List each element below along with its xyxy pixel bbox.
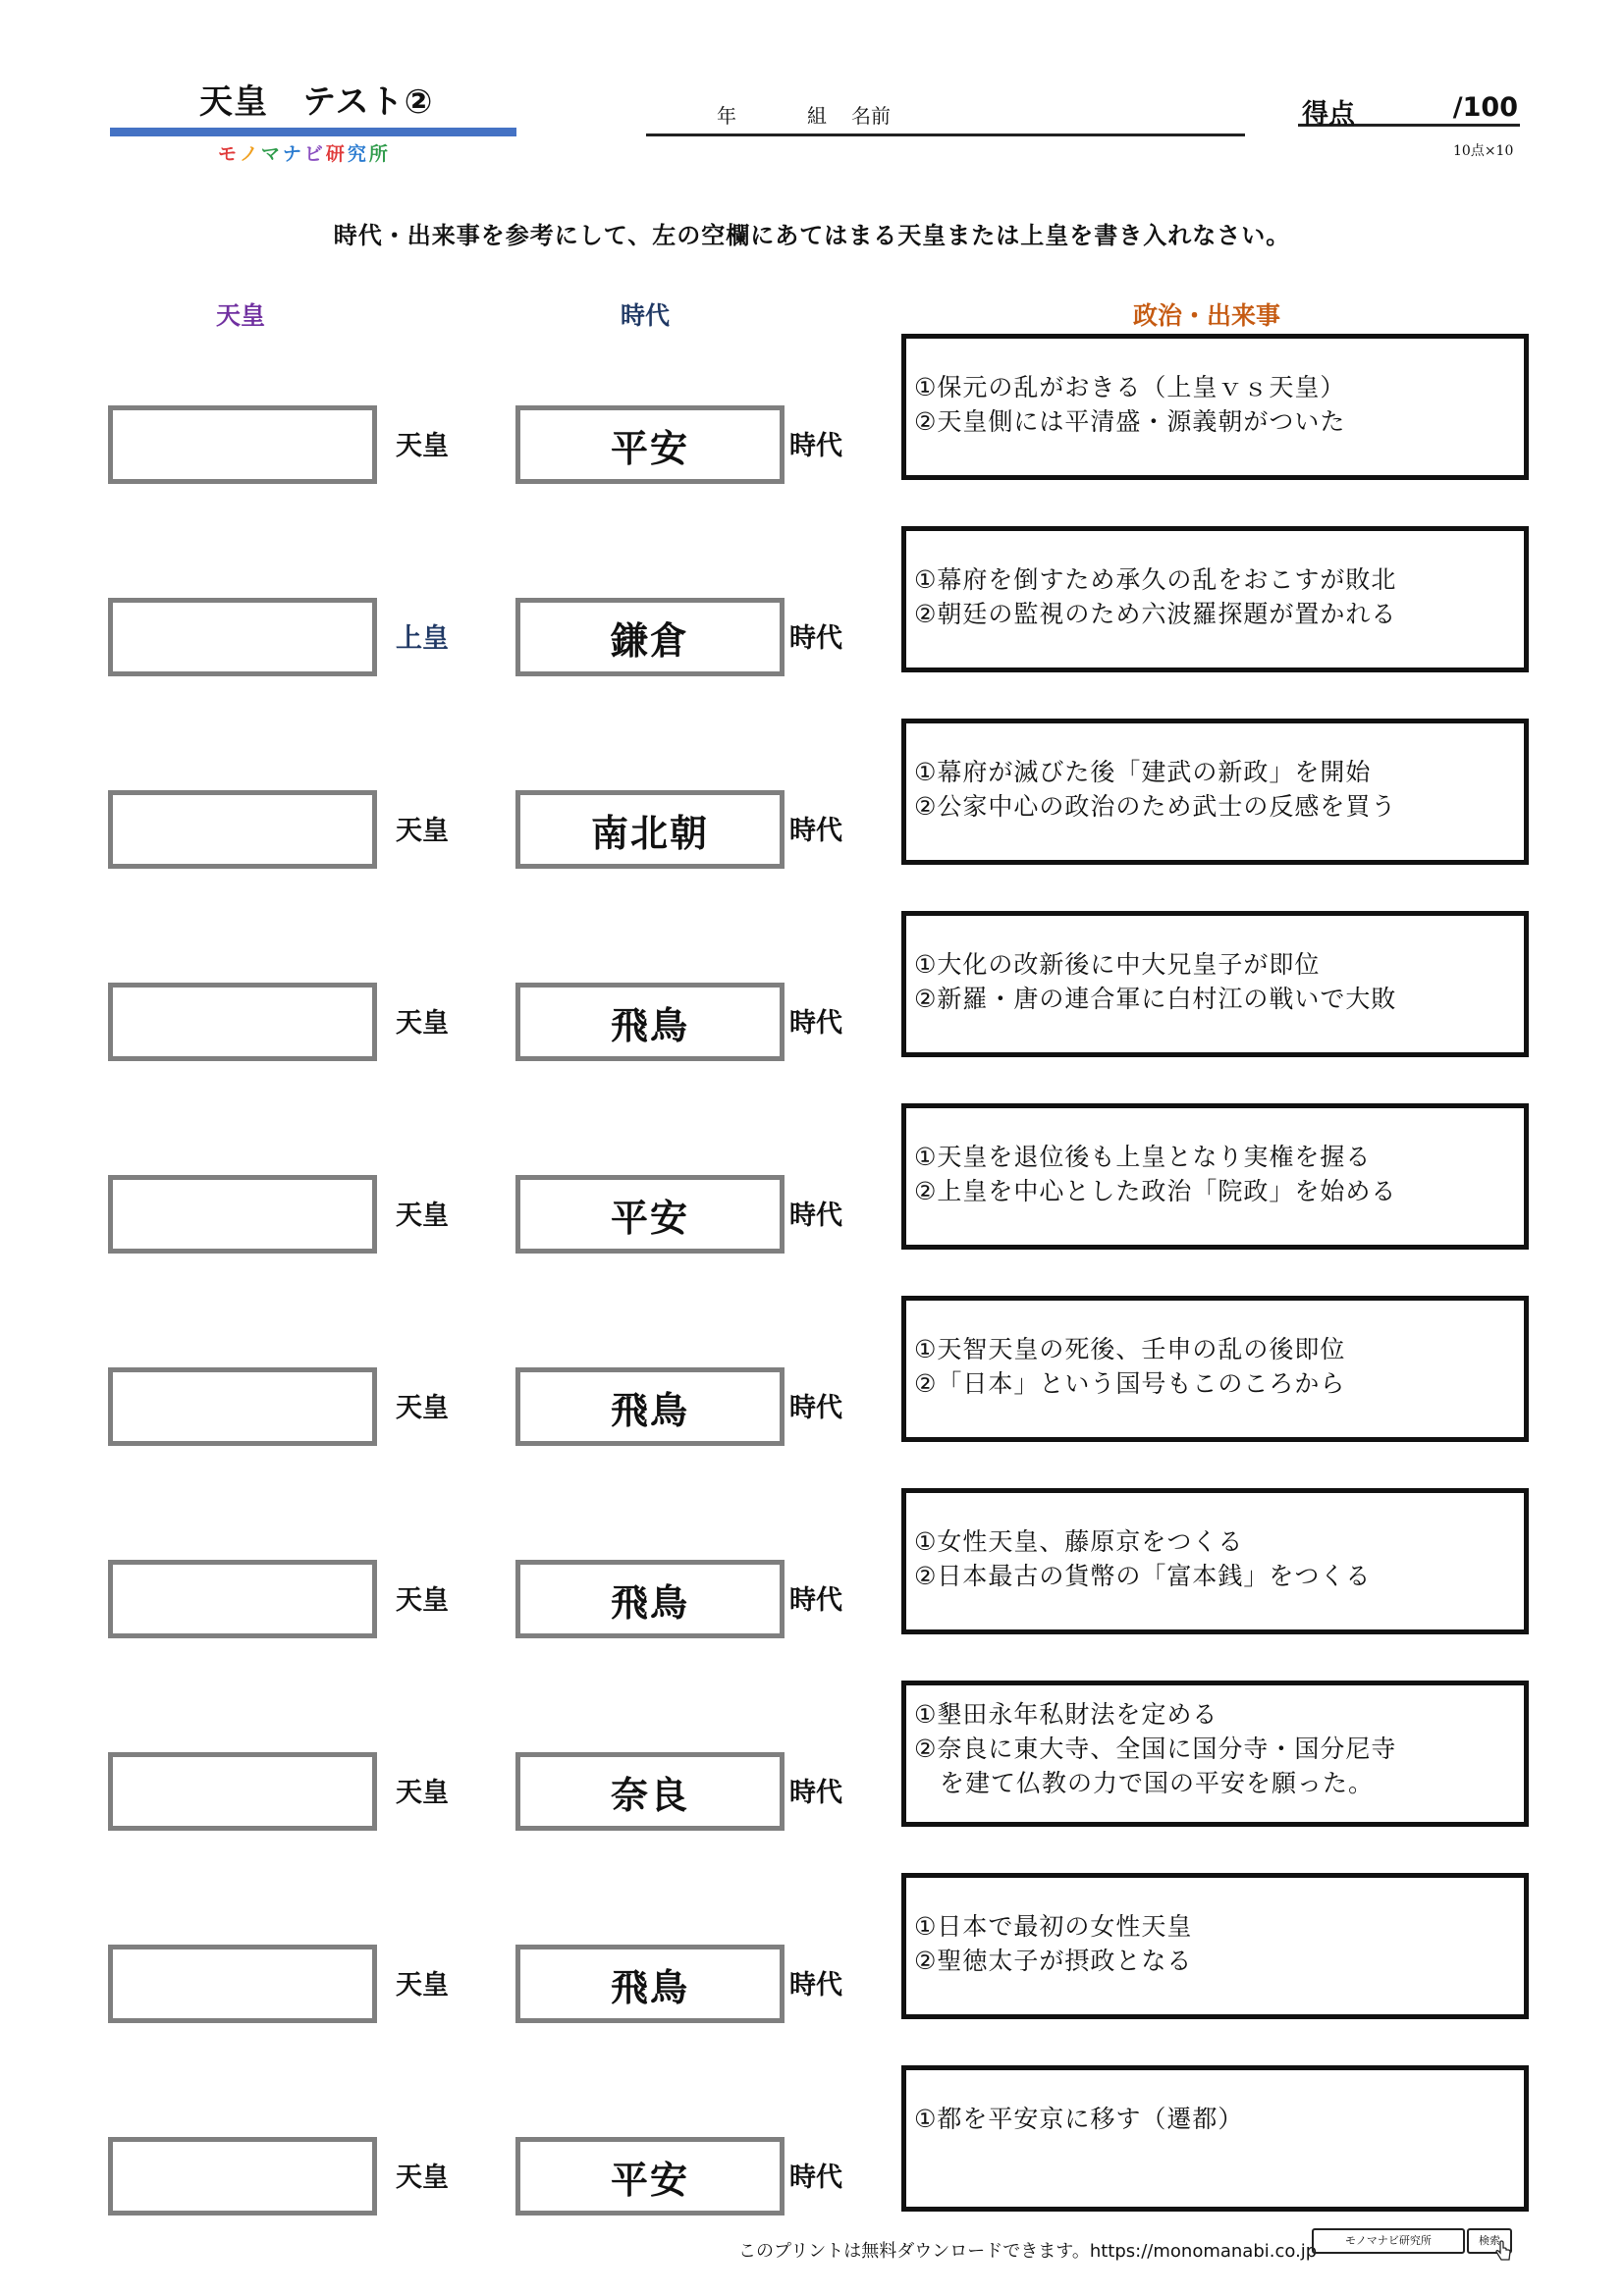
logo-char: 研: [325, 143, 348, 165]
title-suffix: 天皇: [396, 1585, 449, 1616]
answer-box[interactable]: [108, 983, 377, 1061]
name-field: [646, 98, 1245, 136]
era-box: 鎌倉: [515, 598, 785, 676]
answer-box[interactable]: [108, 1945, 377, 2023]
event-text: ①幕府を倒すため承久の乱をおこすが敗北 ②朝廷の監視のため六波羅探題が置かれる: [914, 565, 1397, 628]
question-row: [0, 1296, 1624, 1443]
event-box: [901, 1681, 1529, 1827]
event-text: ①大化の改新後に中大兄皇子が即位 ②新羅・唐の連合軍に白村江の戦いで大敗: [914, 950, 1397, 1013]
event-text: ①保元の乱がおきる（上皇ｖｓ天皇） ②天皇側には平清盛・源義朝がついた: [914, 373, 1346, 436]
score-max: /100: [1452, 92, 1518, 123]
title-suffix: 天皇: [396, 1778, 449, 1808]
era-suffix: 時代: [789, 431, 842, 461]
logo-char: 所: [368, 143, 391, 165]
event-box: [901, 1873, 1529, 2019]
era-suffix: 時代: [789, 1970, 842, 2001]
logo-char: 究: [347, 143, 369, 165]
era-box: 南北朝: [515, 790, 785, 869]
score-label: 得点: [1302, 99, 1355, 130]
answer-box[interactable]: [108, 1560, 377, 1638]
logo-char: ノ: [239, 143, 261, 165]
event-box: [901, 2065, 1529, 2212]
answer-box[interactable]: [108, 1752, 377, 1831]
era-box: 平安: [515, 1175, 785, 1254]
answer-box[interactable]: [108, 1367, 377, 1446]
event-box: [901, 526, 1529, 672]
event-box: [901, 1296, 1529, 1442]
page-title: 天皇 テスト②: [199, 82, 434, 122]
era-box: 飛鳥: [515, 1945, 785, 2023]
era-suffix: 時代: [789, 623, 842, 654]
event-box: [901, 1103, 1529, 1250]
column-header-event: 政治・出来事: [1133, 301, 1281, 330]
era-box: 飛鳥: [515, 983, 785, 1061]
era-suffix: 時代: [789, 1201, 842, 1231]
column-header-era: 時代: [621, 301, 671, 330]
footer-search-box: モノマナビ研究所: [1312, 2228, 1465, 2254]
site-logo: [218, 139, 391, 166]
era-suffix: 時代: [789, 1393, 842, 1423]
logo-char: モ: [218, 143, 240, 165]
question-row: [0, 719, 1624, 866]
era-box: 平安: [515, 2137, 785, 2216]
title-suffix: 上皇: [396, 623, 449, 654]
event-text: ①幕府が滅びた後「建武の新政」を開始 ②公家中心の政治のため武士の反感を買う: [914, 758, 1397, 821]
title-suffix: 天皇: [396, 431, 449, 461]
question-row: [0, 2065, 1624, 2213]
question-row: [0, 1873, 1624, 2020]
question-row: [0, 1488, 1624, 1635]
answer-box[interactable]: [108, 598, 377, 676]
era-suffix: 時代: [789, 2163, 842, 2193]
title-suffix: 天皇: [396, 816, 449, 846]
title-suffix: 天皇: [396, 1008, 449, 1039]
logo-char: ビ: [303, 143, 326, 165]
score-field: [1298, 92, 1520, 130]
column-header-emperor: 天皇: [216, 301, 266, 330]
event-box: [901, 911, 1529, 1057]
question-row: [0, 1681, 1624, 1828]
question-row: [0, 911, 1624, 1058]
title-suffix: 天皇: [396, 1393, 449, 1423]
event-text: ①女性天皇、藤原京をつくる ②日本最古の貨幣の「富本銭」をつくる: [914, 1527, 1372, 1590]
logo-char: マ: [260, 143, 283, 165]
event-box: [901, 334, 1529, 480]
event-text: ①墾田永年私財法を定める ②奈良に東大寺、全国に国分寺・国分尼寺 を建て仏教の力で国の平安を願った。: [914, 1700, 1397, 1797]
answer-box[interactable]: [108, 2137, 377, 2216]
title-suffix: 天皇: [396, 2163, 449, 2193]
era-suffix: 時代: [789, 816, 842, 846]
event-text: ①日本で最初の女性天皇 ②聖徳太子が摂政となる: [914, 1912, 1193, 1975]
era-suffix: 時代: [789, 1585, 842, 1616]
era-box: 平安: [515, 405, 785, 484]
answer-box[interactable]: [108, 405, 377, 484]
question-row: [0, 334, 1624, 481]
question-row: [0, 526, 1624, 673]
event-text: ①都を平安京に移す（遷都）: [914, 2105, 1244, 2133]
score-note: 10点×10: [1453, 143, 1514, 159]
logo-char: ナ: [282, 143, 304, 165]
year-label: 年: [717, 104, 736, 128]
title-underline: [110, 128, 516, 136]
event-box: [901, 719, 1529, 865]
class-label: 組: [807, 104, 827, 128]
era-box: 飛鳥: [515, 1560, 785, 1638]
question-row: [0, 1103, 1624, 1251]
pointer-hand-icon: [1494, 2240, 1514, 2268]
answer-box[interactable]: [108, 1175, 377, 1254]
title-suffix: 天皇: [396, 1970, 449, 2001]
instruction-text: 時代・出来事を参考にして、左の空欄にあてはまる天皇または上皇を書き入れなさい。: [333, 222, 1291, 249]
event-text: ①天智天皇の死後、壬申の乱の後即位 ②「日本」という国号もこのころから: [914, 1335, 1346, 1398]
era-box: 奈良: [515, 1752, 785, 1831]
era-suffix: 時代: [789, 1778, 842, 1808]
title-suffix: 天皇: [396, 1201, 449, 1231]
answer-box[interactable]: [108, 790, 377, 869]
footer-search-button: 検索: [1467, 2228, 1512, 2254]
event-text: ①天皇を退位後も上皇となり実権を握る ②上皇を中心とした政治「院政」を始める: [914, 1143, 1397, 1205]
event-box: [901, 1488, 1529, 1634]
footer-text: このプリントは無料ダウンロードできます。https://monomanabi.co.jp: [738, 2241, 1318, 2262]
era-box: 飛鳥: [515, 1367, 785, 1446]
era-suffix: 時代: [789, 1008, 842, 1039]
name-label: 名前: [851, 104, 891, 128]
